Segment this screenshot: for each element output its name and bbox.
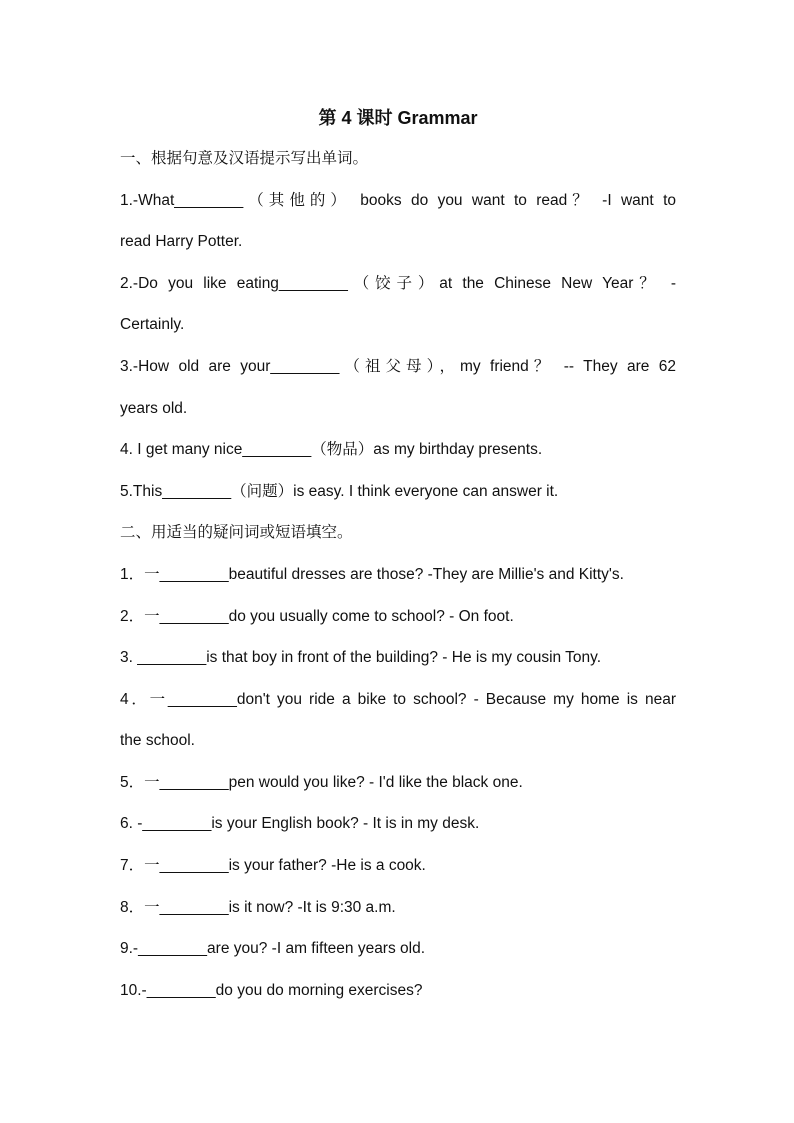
section-1-question-5: 5.This________（问题）is easy. I think everyone can answer it. xyxy=(120,483,559,500)
section-1-question-4: 4. I get many nice________（物品）as my birthday presents. xyxy=(120,441,543,458)
page-title: 第 4 课时 Grammar xyxy=(318,108,478,128)
section-1-heading: 一、根据句意及汉语提示写出单词。 xyxy=(120,150,369,167)
section-2-question-9: 9.-________are you? -I am fifteen years old. xyxy=(120,940,426,957)
section-2-question-4-line-2: the school. xyxy=(120,732,195,749)
section-2-question-5: 5．一________pen would you like? - I'd like the black one. xyxy=(120,774,523,791)
section-2-heading: 二、用适当的疑问词或短语填空。 xyxy=(120,524,353,541)
section-2-question-2: 2．一________do you usually come to school? - On foot. xyxy=(120,608,514,625)
section-1-question-3-line-2: years old. xyxy=(120,400,188,417)
section-2-question-4-line-1: 4．一________don't you ride a bike to school? - Because my home is near xyxy=(120,691,676,708)
section-2-question-3: 3. ________is that boy in front of the building? - He is my cousin Tony. xyxy=(120,649,602,666)
section-1-question-1-line-1: 1.-What________（其他的） books do you want to read？ -I want to xyxy=(120,192,676,209)
section-1-question-2-line-2: Certainly. xyxy=(120,316,185,333)
section-2-question-1: 1．一________beautiful dresses are those? -They are Millie's and Kitty's. xyxy=(120,566,624,583)
section-2-question-7: 7．一________is your father? -He is a cook. xyxy=(120,857,426,874)
section-1-question-2-line-1: 2.-Do you like eating________（饺子）at the Chinese New Year？ - xyxy=(120,275,676,292)
section-1-question-3-line-1: 3.-How old are your________（祖父母），my friend？ -- They are 62 xyxy=(120,358,676,375)
section-1-question-1-line-2: read Harry Potter. xyxy=(120,233,243,250)
section-2-question-6: 6. -________is your English book? - It is in my desk. xyxy=(120,815,480,832)
section-2-question-10: 10.-________do you do morning exercises? xyxy=(120,982,423,999)
section-2-question-8: 8．一________is it now? -It is 9:30 a.m. xyxy=(120,899,396,916)
